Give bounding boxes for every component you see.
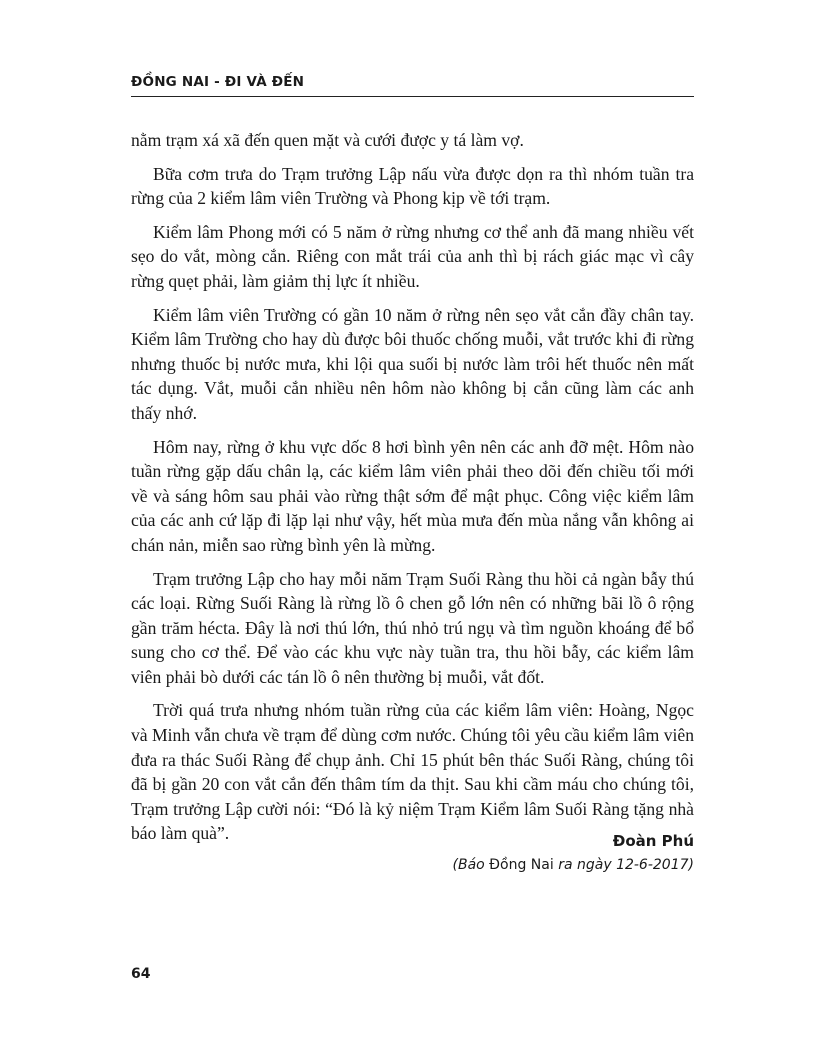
paragraph-2: Bữa cơm trưa do Trạm trưởng Lập nấu vừa được dọn ra thì nhóm tuần tra rừng của 2 kiểm lâm viên Trường và Phong kịp về tới trạm.	[131, 163, 694, 209]
paragraph-6: Trạm trưởng Lập cho hay mỗi năm Trạm Suối Ràng thu hồi cả ngàn bẫy thú các loại. Rừng Suối Ràng là rừng lồ ô chen gỗ lớn nên có những bãi lồ ô rộng gần trăm hécta. Đây là nơi thú lớn, thú nhỏ trú ngụ và tìm nguồn khoáng để bổ sung cho cơ thể. Để vào các khu vực này tuần tra, thu hồi bẫy, các kiểm lâm viên phải bò dưới các tán lồ ô nên thường bị muỗi, vắt đốt.	[131, 568, 694, 687]
article-source	[131, 857, 694, 873]
article-body	[131, 128, 694, 855]
source-prefix: Báo	[457, 857, 485, 873]
source-newspaper: Đồng Nai	[484, 857, 559, 873]
paragraph-3: Kiểm lâm Phong mới có 5 năm ở rừng nhưng cơ thể anh đã mang nhiều vết sẹo do vắt, mòng cắn. Riêng con mắt trái của anh thì bị rách giác mạc vì cây rừng quẹt phải, làm giảm thị lực ít nhiều.	[131, 221, 694, 291]
page-number: 64	[131, 966, 151, 982]
paragraph-1: nằm trạm xá xã đến quen mặt và cưới được y tá làm vợ.	[131, 130, 524, 150]
header-divider	[131, 96, 694, 97]
running-header-title: ĐỒNG NAI - ĐI VÀ ĐẾN	[131, 74, 305, 90]
source-date: ra ngày 12-6-2017	[558, 857, 689, 873]
paragraph-5: Hôm nay, rừng ở khu vực dốc 8 hơi bình yên nên các anh đỡ mệt. Hôm nào tuần rừng gặp dấu chân lạ, các kiểm lâm viên phải theo dõi đến chiều tối mới về và sáng hôm sau phải vào rừng thật sớm để mật phục. Công việc kiểm lâm của các anh cứ lặp đi lặp lại như vậy, hết mùa mưa đến mùa nắng vẫn không ai chán nản, miễn sao rừng bình yên là mừng.	[131, 436, 694, 555]
paragraph-7: Trời quá trưa nhưng nhóm tuần rừng của các kiểm lâm viên: Hoàng, Ngọc và Minh vẫn chưa về trạm để dùng cơm nước. Chúng tôi yêu cầu kiểm lâm viên đưa ra thác Suối Ràng để chụp ảnh. Chỉ 15 phút bên thác Suối Ràng, chúng tôi đã bị gần 20 con vắt cắn đến thâm tím da thịt. Sau khi cầm máu cho chúng tôi, Trạm trưởng Lập cười nói: “Đó là kỷ niệm Trạm Kiểm lâm Suối Ràng tặng nhà báo làm quà”.	[131, 700, 694, 844]
article-author: Đoàn Phú	[612, 832, 694, 850]
source-close-paren: )	[688, 857, 694, 873]
source-open-paren: (	[452, 857, 458, 873]
paragraph-4: Kiểm lâm viên Trường có gần 10 năm ở rừng nên sẹo vắt cắn đầy chân tay. Kiểm lâm Trường cho hay dù được bôi thuốc chống muỗi, vắt trước khi đi rừng nhưng thuốc bị nước mưa, khi lội qua suối bị nước làm trôi hết thuốc nên mất tác dụng. Vắt, muỗi cắn nhiều nên hôm nào không bị cắn cũng làm các anh thấy nhớ.	[131, 304, 694, 423]
